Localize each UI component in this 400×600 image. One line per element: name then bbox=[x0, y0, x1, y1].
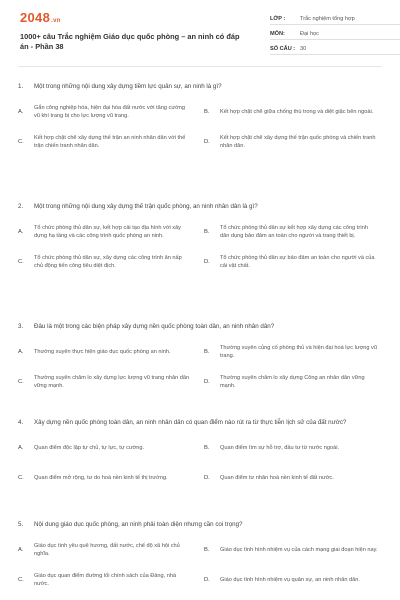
option-text: Tổ chức phòng thủ dân sự, kết hợp cải tạo địa hình với xây dựng hạ tầng và các công trình quốc phòng an ninh. bbox=[34, 224, 181, 239]
option-d[interactable] bbox=[204, 367, 382, 397]
option-text: Giáo dục quan điểm đường lối chính sách của Đảng, nhà nước. bbox=[34, 572, 177, 587]
option-text: Quan điểm tư nhân hoá nền kinh tế đất nước. bbox=[220, 474, 334, 481]
question-prompt: Một trong những nội dung xây dựng thế trận quốc phòng, an ninh nhân dân là gì? bbox=[34, 203, 258, 210]
question-number: 3. bbox=[18, 323, 24, 330]
logo-suffix: .vn bbox=[51, 18, 61, 24]
option-a[interactable] bbox=[18, 337, 196, 367]
option-a[interactable] bbox=[18, 97, 196, 127]
question-number: 2. bbox=[18, 203, 24, 210]
option-text: Giáo dục tình hình nhiệm vụ quân sự, an ninh nhân dân. bbox=[220, 576, 360, 583]
option-d[interactable] bbox=[204, 247, 382, 277]
option-text: Thường xuyên chăm lo xây dựng lực lượng vũ trang nhân dân vững mạnh. bbox=[34, 374, 190, 389]
option-letter: C. bbox=[18, 258, 24, 265]
question-text bbox=[18, 520, 382, 529]
page-title: 1000+ câu Trắc nghiệm Giáo dục quốc phòng – an ninh có đáp án - Phần 38 bbox=[20, 32, 240, 51]
option-text: Tổ chức phòng thủ dân sự kết hợp xây dựng các công trình dân dụng bảo đảm an toàn cho người và trang thiết bị. bbox=[220, 224, 368, 239]
option-letter: A. bbox=[18, 228, 24, 235]
question-number: 1. bbox=[18, 83, 24, 90]
option-b[interactable] bbox=[204, 433, 382, 463]
question-prompt: Đâu là một trong các biện pháp xây dựng nền quốc phòng toàn dân, an ninh nhân dân? bbox=[34, 323, 275, 330]
option-text: Giáo dục tình yêu quê hương, đất nước, chế độ xã hội chủ nghĩa. bbox=[34, 542, 180, 557]
option-letter: A. bbox=[18, 108, 24, 115]
meta-row-count bbox=[270, 40, 400, 55]
option-d[interactable] bbox=[204, 127, 382, 157]
option-letter: B. bbox=[204, 348, 210, 355]
meta-value: 30 bbox=[300, 46, 307, 52]
question-prompt: Xây dựng nền quốc phòng toàn dân, an ninh nhân dân có quan điểm nào rút ra từ thực tiễn lịch sử của đất nước? bbox=[34, 419, 347, 426]
option-text: Tổ chức phòng thủ dân sự, xây dựng các công trình ăn nấp chủ động tiến công tiêu diệt địch. bbox=[34, 254, 182, 269]
option-letter: C. bbox=[18, 576, 24, 583]
question-number: 5. bbox=[18, 521, 24, 528]
option-c[interactable] bbox=[18, 565, 196, 595]
question-text bbox=[18, 82, 382, 91]
option-text: Gắn công nghiệp hóa, hiện đại hóa đất nước với tăng cường vũ khí trang bị cho lực lượng vũ trang. bbox=[34, 104, 185, 119]
option-letter: B. bbox=[204, 108, 210, 115]
question-2 bbox=[18, 202, 382, 277]
option-text: Kết hợp chặt chẽ xây dựng thế trận an ninh nhân dân với thế trận chiến tranh nhân dân. bbox=[34, 134, 186, 149]
option-a[interactable] bbox=[18, 535, 196, 565]
option-letter: A. bbox=[18, 348, 24, 355]
option-a[interactable] bbox=[18, 433, 196, 463]
site-logo[interactable] bbox=[20, 10, 61, 25]
options bbox=[18, 433, 382, 493]
option-c[interactable] bbox=[18, 247, 196, 277]
option-letter: A. bbox=[18, 546, 24, 553]
option-letter: D. bbox=[204, 474, 210, 481]
option-c[interactable] bbox=[18, 463, 196, 493]
option-text: Giáo dục tình hình nhiệm vụ của cách mạng giai đoạn hiện nay. bbox=[220, 546, 378, 553]
option-b[interactable] bbox=[204, 217, 382, 247]
option-text: Kết hợp chặt chẽ xây dựng thế trận quốc phòng và chiến tranh nhân dân. bbox=[220, 134, 376, 149]
option-b[interactable] bbox=[204, 337, 382, 367]
option-text: Tổ chức phòng thủ dân sự bảo đảm an toàn cho người và của cải vật chất. bbox=[220, 254, 375, 269]
question-text bbox=[18, 418, 382, 427]
option-letter: B. bbox=[204, 228, 210, 235]
option-letter: C. bbox=[18, 378, 24, 385]
meta-value: Trắc nghiệm tổng hợp bbox=[300, 16, 355, 22]
question-prompt: Một trong những nội dung xây dựng tiềm lực quân sự, an ninh là gì? bbox=[34, 83, 222, 90]
question-number: 4. bbox=[18, 419, 24, 426]
option-letter: D. bbox=[204, 576, 210, 583]
question-5 bbox=[18, 520, 382, 595]
meta-label: MÔN: bbox=[270, 31, 285, 37]
question-1 bbox=[18, 82, 382, 157]
question-4 bbox=[18, 418, 382, 493]
question-3 bbox=[18, 322, 382, 397]
options bbox=[18, 535, 382, 595]
option-letter: D. bbox=[204, 378, 210, 385]
option-letter: B. bbox=[204, 546, 210, 553]
options bbox=[18, 217, 382, 277]
meta-info bbox=[270, 10, 400, 55]
option-c[interactable] bbox=[18, 127, 196, 157]
option-letter: C. bbox=[18, 138, 24, 145]
meta-label: LỚP : bbox=[270, 16, 286, 22]
option-letter: C. bbox=[18, 474, 24, 481]
option-d[interactable] bbox=[204, 565, 382, 595]
question-prompt: Nội dung giáo dục quốc phòng, an ninh phải toàn diện nhưng cần coi trọng? bbox=[34, 521, 243, 528]
option-letter: A. bbox=[18, 444, 24, 451]
option-b[interactable] bbox=[204, 97, 382, 127]
option-letter: B. bbox=[204, 444, 210, 451]
option-b[interactable] bbox=[204, 535, 382, 565]
meta-row-subject bbox=[270, 25, 400, 40]
option-text: Quan điểm độc lập tự chủ, tự lực, tự cường. bbox=[34, 444, 145, 451]
options bbox=[18, 337, 382, 397]
meta-row-class bbox=[270, 10, 400, 25]
option-letter: D. bbox=[204, 138, 210, 145]
logo-text: 2048 bbox=[20, 10, 51, 25]
option-text: Quan điểm mở rộng, tư do hoá nền kinh tế thị trường. bbox=[34, 474, 168, 481]
meta-value: Đại học bbox=[300, 31, 319, 37]
question-text bbox=[18, 322, 382, 331]
option-text: Kết hợp chặt chẽ giữa chống thù trong và diệt giặc bên ngoài. bbox=[220, 108, 374, 115]
question-text bbox=[18, 202, 382, 211]
option-c[interactable] bbox=[18, 367, 196, 397]
option-letter: D. bbox=[204, 258, 210, 265]
option-text: Quan điểm tìm sự hỗ trợ, đầu tư từ nước ngoài. bbox=[220, 444, 340, 451]
header bbox=[18, 0, 382, 67]
option-a[interactable] bbox=[18, 217, 196, 247]
option-text: Thường xuyên củng cố phòng thủ và hiện đại hoá lực lượng vũ trang. bbox=[220, 344, 377, 359]
option-text: Thường xuyên thực hiện giáo dục quốc phòng an ninh. bbox=[34, 348, 171, 355]
options bbox=[18, 97, 382, 157]
option-d[interactable] bbox=[204, 463, 382, 493]
option-text: Thường xuyên chăm lo xây dựng Công an nhân dân vững mạnh. bbox=[220, 374, 365, 389]
meta-label: SỐ CÂU : bbox=[270, 46, 296, 52]
